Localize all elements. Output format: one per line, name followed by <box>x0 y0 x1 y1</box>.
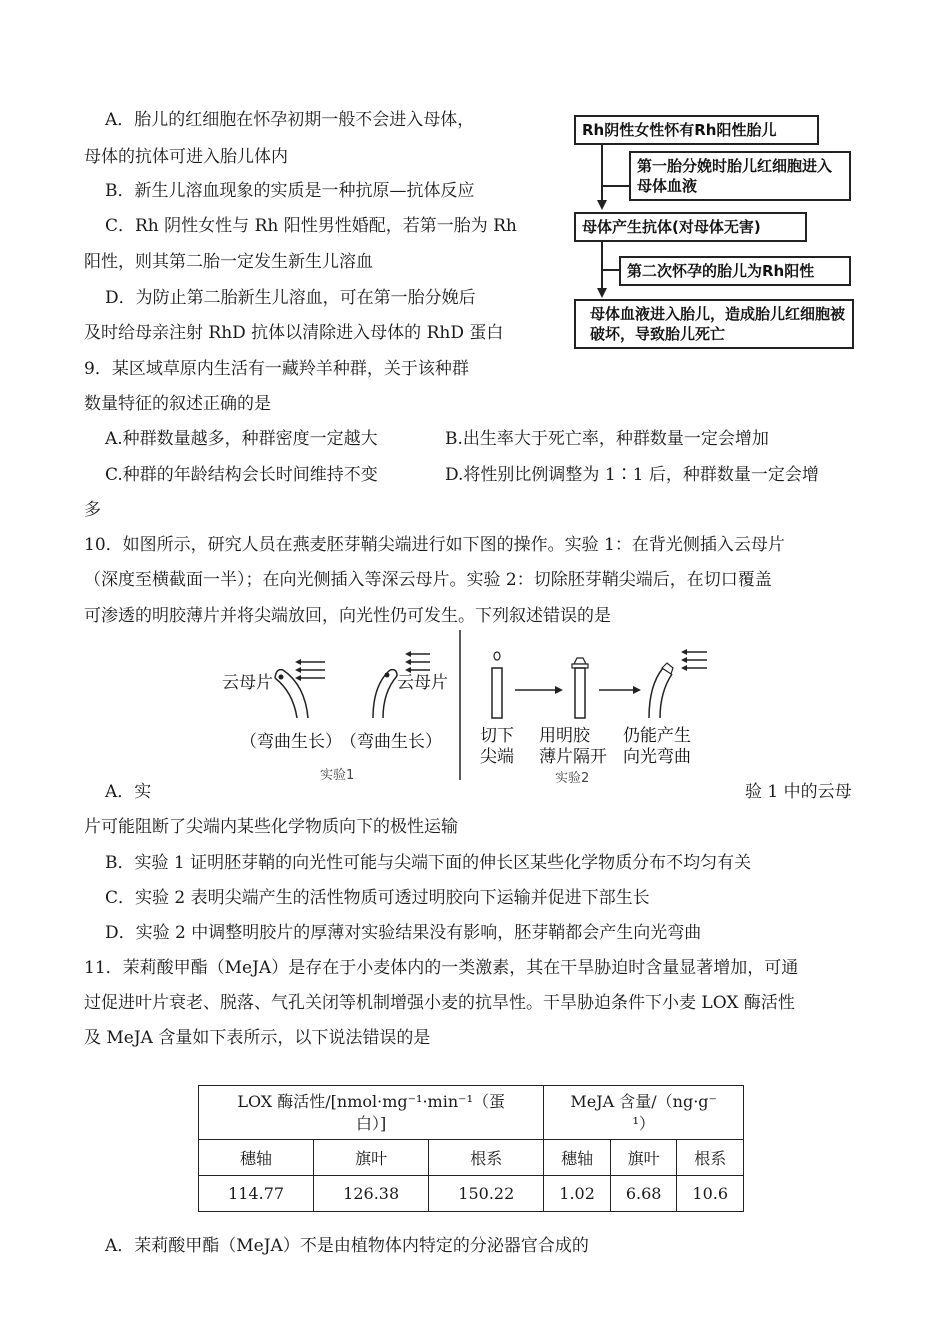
q8-option-b: B．新生儿溶血现象的实质是一种抗原—抗体反应 <box>105 181 475 201</box>
flow-box-2: 第一胎分娩时胎儿红细胞进入母体血液 <box>629 151 851 201</box>
meja-header-line1: MeJA 含量/（ng·g⁻ <box>570 1091 717 1111</box>
flow-box-4: 第二次怀孕的胎儿为Rh阳性 <box>619 256 851 286</box>
flow-box-5: 母体血液进入胎儿，造成胎儿红细胞被破坏，导致胎儿死亡 <box>574 299 854 349</box>
q9-option-d-line1: D.将性别比例调整为 1∶1 后，种群数量一定会增 <box>445 465 819 485</box>
lox-meja-table <box>198 1085 744 1212</box>
q8-option-d-line2: 及时给母亲注射 RhD 抗体以清除进入母体的 RhD 蛋白 <box>84 323 504 343</box>
q11-option-a: A．茉莉酸甲酯（MeJA）不是由植物体内特定的分泌器官合成的 <box>105 1236 589 1256</box>
gel-label-1: 用明胶 <box>539 726 590 746</box>
sub-header-cell: 旗叶 <box>610 1140 677 1176</box>
q10-option-d: D．实验 2 中调整明胶片的厚薄对实验结果没有影响，胚芽鞘都会产生向光弯曲 <box>105 923 702 943</box>
meja-header-line2: ¹） <box>632 1113 655 1133</box>
figure-caption-2: 实验2 <box>555 771 590 786</box>
lox-header <box>199 1086 544 1140</box>
cut-label-1: 切下 <box>480 726 514 746</box>
q10-option-a-line2: 片可能阻断了尖端内某些化学物质向下的极性运输 <box>84 817 458 837</box>
q8-option-c-line1: C．Rh 阴性女性与 Rh 阳性男性婚配，若第一胎为 Rh <box>105 216 517 236</box>
q8-option-c-line2: 阳性，则其第二胎一定发生新生儿溶血 <box>84 252 373 272</box>
bend-label-2: （弯曲生长） <box>340 732 442 752</box>
sub-header-cell: 根系 <box>429 1140 544 1176</box>
sub-header-cell: 穗轴 <box>199 1140 314 1176</box>
q9-option-a: A.种群数量越多，种群密度一定越大 <box>105 429 378 449</box>
lox-header-line2: 白）] <box>356 1113 387 1133</box>
q10-option-a-head: A．实 <box>105 782 152 802</box>
q9-option-b: B.出生率大于死亡率，种群数量一定会增加 <box>445 429 769 449</box>
figure-caption-1: 实验1 <box>320 768 355 783</box>
q10-option-c: C．实验 2 表明尖端产生的活性物质可透过明胶向下运输并促进下部生长 <box>105 888 650 908</box>
coleoptile-figure <box>205 630 725 785</box>
mica-label-2: 云母片 <box>397 673 448 693</box>
q9-stem-line2: 数量特征的叙述正确的是 <box>84 394 271 414</box>
q9-option-c: C.种群的年龄结构会长时间维持不变 <box>105 465 378 485</box>
lox-header-line1: LOX 酶活性/[nmol·mg⁻¹·min⁻¹（蛋 <box>237 1091 506 1111</box>
bend-label-1: （弯曲生长） <box>240 732 342 752</box>
q10-stem-line2: （深度至横截面一半）；在向光侧插入等深云母片。实验 2：切除胚芽鞘尖端后，在切口覆盖 <box>84 570 772 590</box>
value-cell: 6.68 <box>610 1176 677 1212</box>
q9-stem-line1: 9．某区域草原内生活有一藏羚羊种群，关于该种群 <box>84 359 469 379</box>
value-cell: 126.38 <box>314 1176 429 1212</box>
gel-label-2: 薄片隔开 <box>539 747 607 767</box>
cut-label-2: 尖端 <box>480 747 514 767</box>
q10-option-b: B．实验 1 证明胚芽鞘的向光性可能与尖端下面的伸长区某些化学物质分布不均匀有关 <box>105 853 752 873</box>
rh-flowchart <box>574 110 854 355</box>
value-cell: 1.02 <box>544 1176 611 1212</box>
q8-option-a-line2: 母体的抗体可进入胎儿体内 <box>84 147 288 167</box>
q9-option-d-line2: 多 <box>84 500 101 520</box>
q11-stem-line3: 及 MeJA 含量如下表所示，以下说法错误的是 <box>84 1028 431 1048</box>
sub-header-cell: 旗叶 <box>314 1140 429 1176</box>
q8-option-a-line1: A．胎儿的红细胞在怀孕初期一般不会进入母体， <box>105 110 475 130</box>
value-cell: 10.6 <box>677 1176 744 1212</box>
flow-box-3: 母体产生抗体(对母体无害) <box>574 212 807 242</box>
value-cell: 114.77 <box>199 1176 314 1212</box>
still-label-1: 仍能产生 <box>623 726 691 746</box>
still-label-2: 向光弯曲 <box>623 747 691 767</box>
q10-stem-line3: 可渗透的明胶薄片并将尖端放回，向光性仍可发生。下列叙述错误的是 <box>84 606 611 626</box>
q11-stem-line2: 过促进叶片衰老、脱落、气孔关闭等机制增强小麦的抗旱性。干旱胁迫条件下小麦 LOX 酶活性 <box>84 993 795 1013</box>
q11-stem-line1: 11．茉莉酸甲酯（MeJA）是存在于小麦体内的一类激素，其在干旱胁迫时含量显著增加，可通 <box>84 958 799 978</box>
sub-header-cell: 根系 <box>677 1140 744 1176</box>
q8-option-d-line1: D．为防止第二胎新生儿溶血，可在第一胎分娩后 <box>105 288 476 308</box>
value-cell: 150.22 <box>429 1176 544 1212</box>
sub-header-cell: 穗轴 <box>544 1140 611 1176</box>
q10-option-a-tail: 验 1 中的云母 <box>745 782 852 802</box>
meja-header <box>544 1086 744 1140</box>
q10-stem-line1: 10．如图所示，研究人员在燕麦胚芽鞘尖端进行如下图的操作。实验 1：在背光侧插入云母片 <box>84 535 785 555</box>
mica-label-1: 云母片 <box>222 673 273 693</box>
flow-box-1: Rh阴性女性怀有Rh阳性胎儿 <box>574 115 819 145</box>
